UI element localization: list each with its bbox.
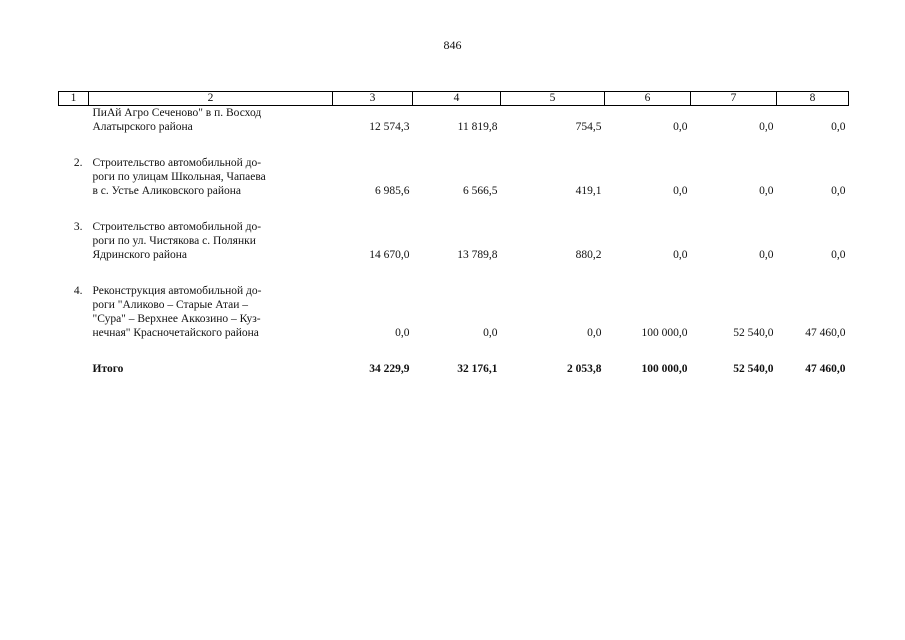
column-header: 1 bbox=[59, 92, 89, 106]
row-spacer bbox=[59, 262, 849, 284]
cell-value: 0,0 bbox=[759, 249, 774, 261]
cell-value: 754,5 bbox=[575, 121, 602, 133]
row-name-line: Строительство автомобильной до- bbox=[92, 221, 262, 233]
column-header: 8 bbox=[777, 92, 849, 106]
table-row bbox=[59, 156, 849, 198]
row-name bbox=[89, 106, 333, 135]
table-row bbox=[59, 106, 849, 135]
cell-value: 12 574,3 bbox=[369, 121, 410, 133]
total-value: 34 229,9 bbox=[369, 363, 410, 375]
cell-value: 0,0 bbox=[831, 185, 846, 197]
column-header: 4 bbox=[413, 92, 501, 106]
cell-value: 0,0 bbox=[673, 185, 688, 197]
column-header: 6 bbox=[605, 92, 691, 106]
total-value: 32 176,1 bbox=[457, 363, 498, 375]
table-header-row bbox=[59, 92, 849, 106]
column-header: 3 bbox=[333, 92, 413, 106]
row-name-line: роги по улицам Школьная, Чапаева bbox=[92, 171, 266, 183]
row-name bbox=[89, 284, 333, 340]
row-index: 4. bbox=[73, 285, 83, 297]
row-name-line: Алатырского района bbox=[92, 121, 193, 133]
row-spacer bbox=[59, 340, 849, 362]
row-name-line: Строительство автомобильной до- bbox=[92, 157, 262, 169]
row-name-line: роги "Аликово – Старые Атаи – bbox=[92, 299, 249, 311]
cell-value: 0,0 bbox=[831, 249, 846, 261]
row-index: 2. bbox=[73, 157, 83, 169]
cell-value: 0,0 bbox=[759, 185, 774, 197]
row-name bbox=[89, 220, 333, 262]
row-name-line: в с. Устье Аликовского района bbox=[92, 185, 242, 197]
cell-value: 0,0 bbox=[673, 121, 688, 133]
total-value: 47 460,0 bbox=[805, 363, 846, 375]
page-number: 846 bbox=[443, 38, 462, 52]
cell-value: 0,0 bbox=[483, 327, 498, 339]
cell-value: 6 566,5 bbox=[463, 185, 498, 197]
budget-table bbox=[58, 91, 849, 376]
row-name-line: "Сура" – Верхнее Аккозино – Куз- bbox=[92, 313, 261, 325]
row-name-line: ПиАй Агро Сеченово" в п. Восход bbox=[92, 107, 262, 119]
cell-value: 0,0 bbox=[587, 327, 602, 339]
cell-value: 11 819,8 bbox=[457, 121, 498, 133]
column-header: 5 bbox=[501, 92, 605, 106]
total-value: 2 053,8 bbox=[567, 363, 602, 375]
cell-value: 0,0 bbox=[673, 249, 688, 261]
row-name-line: Ядринского района bbox=[92, 249, 188, 261]
total-label: Итого bbox=[92, 363, 124, 375]
row-index bbox=[59, 362, 89, 376]
cell-value: 6 985,6 bbox=[375, 185, 410, 197]
total-value: 52 540,0 bbox=[733, 363, 774, 375]
cell-value: 880,2 bbox=[575, 249, 602, 261]
table-row bbox=[59, 284, 849, 340]
row-spacer bbox=[59, 198, 849, 220]
row-name bbox=[89, 156, 333, 198]
cell-value: 13 789,8 bbox=[457, 249, 498, 261]
cell-value: 0,0 bbox=[759, 121, 774, 133]
cell-value: 0,0 bbox=[831, 121, 846, 133]
cell-value: 0,0 bbox=[395, 327, 410, 339]
table-total-row bbox=[59, 362, 849, 376]
cell-value: 100 000,0 bbox=[641, 327, 688, 339]
row-name-line: роги по ул. Чистякова с. Полянки bbox=[92, 235, 256, 247]
row-spacer bbox=[59, 134, 849, 156]
cell-value: 14 670,0 bbox=[369, 249, 410, 261]
column-header: 2 bbox=[89, 92, 333, 106]
cell-value: 52 540,0 bbox=[733, 327, 774, 339]
row-index bbox=[59, 106, 89, 135]
total-value: 100 000,0 bbox=[641, 363, 688, 375]
column-header: 7 bbox=[691, 92, 777, 106]
cell-value: 47 460,0 bbox=[805, 327, 846, 339]
table-row bbox=[59, 220, 849, 262]
cell-value: 419,1 bbox=[575, 185, 602, 197]
row-name-line: нечная" Красночетайского района bbox=[92, 327, 259, 339]
row-index: 3. bbox=[73, 221, 83, 233]
row-name-line: Реконструкция автомобильной до- bbox=[92, 285, 262, 297]
